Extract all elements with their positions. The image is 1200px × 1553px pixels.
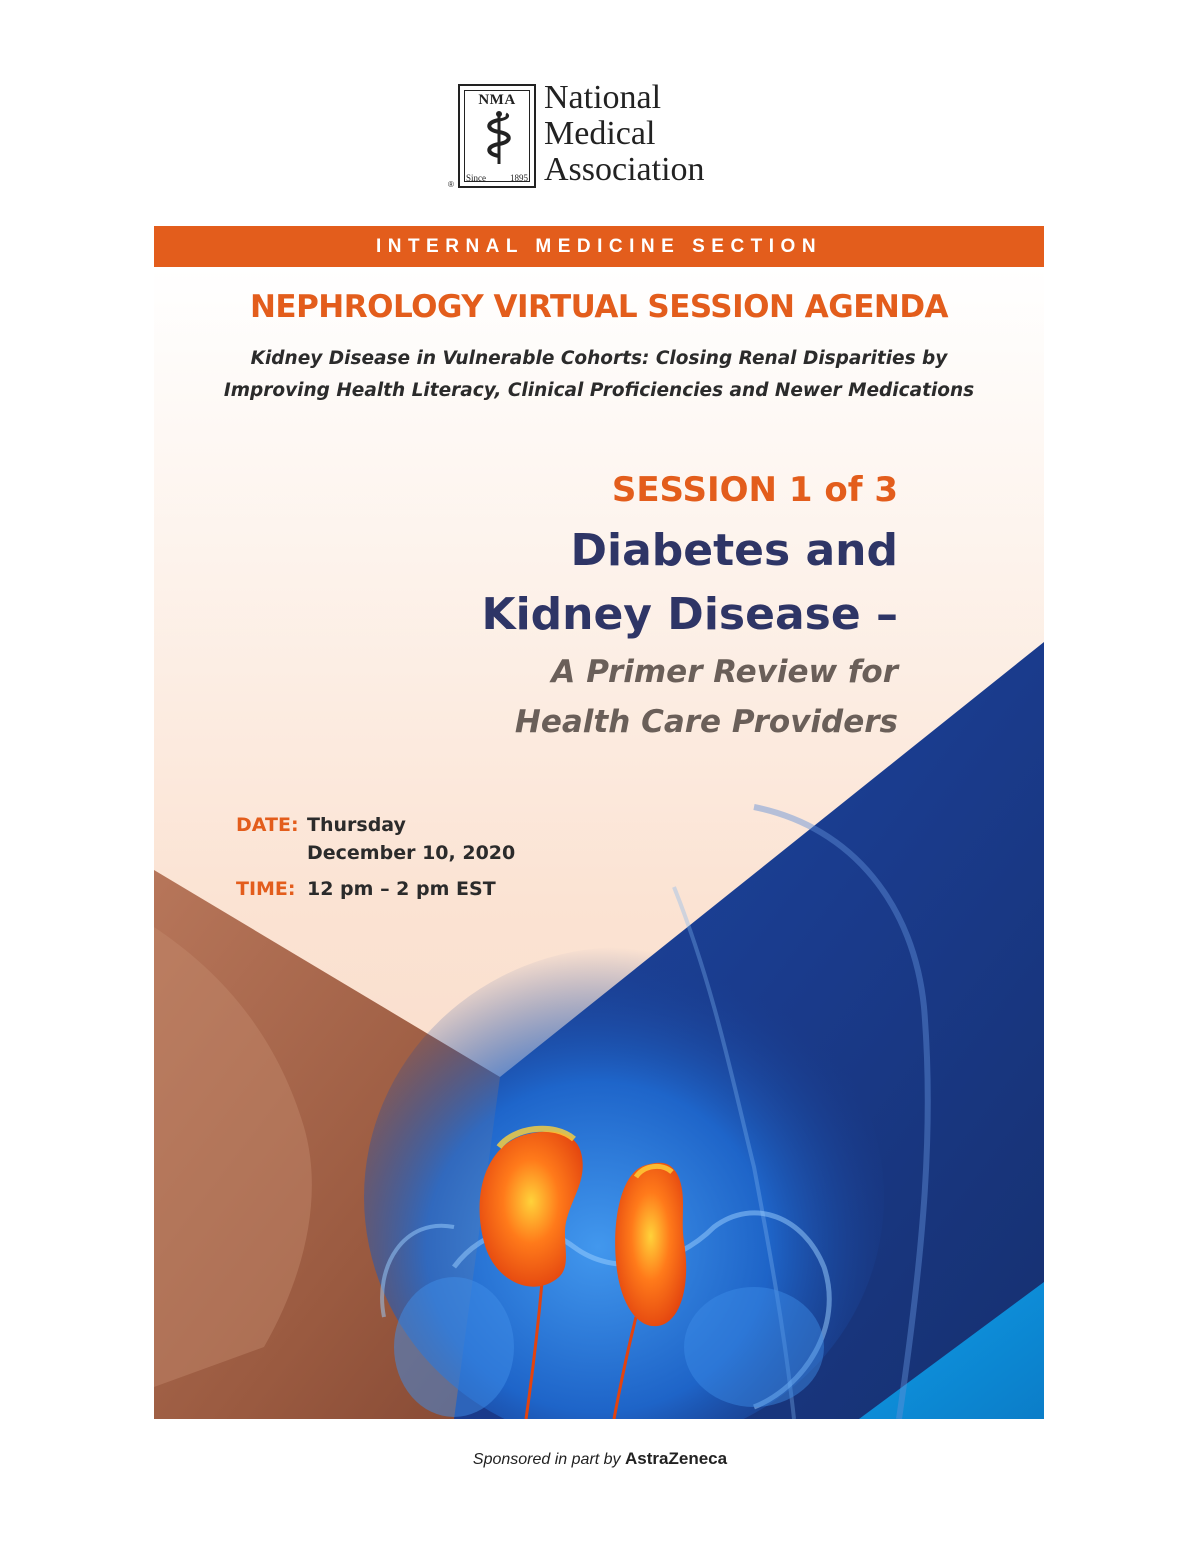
- logo-name-line-1: National: [544, 79, 662, 116]
- kidney-right-icon: [615, 1163, 686, 1326]
- agenda-subtitle-line-2: Improving Health Literacy, Clinical Proficiencies and Newer Medications: [223, 380, 975, 401]
- agenda-title: NEPHROLOGY VIRTUAL SESSION AGENDA: [249, 289, 949, 325]
- session-block: [481, 465, 898, 747]
- nma-logo: [448, 80, 768, 200]
- caduceus-icon: [476, 110, 522, 166]
- date-row: [236, 811, 515, 867]
- agenda-subtitle: [154, 343, 1044, 407]
- nma-emblem: [458, 84, 536, 188]
- session-title-line-2: Kidney Disease –: [481, 589, 898, 640]
- hero-card: [154, 267, 1044, 1419]
- date-value-line-1: Thursday: [307, 814, 406, 836]
- sponsor-name: AstraZeneca: [625, 1449, 728, 1468]
- session-title: [481, 519, 898, 647]
- logo-name-line-2: Medical: [544, 115, 656, 152]
- agenda-subtitle-line-1: Kidney Disease in Vulnerable Cohorts: Closing Renal Disparities by: [250, 348, 948, 369]
- date-value-line-2: December 10, 2020: [307, 842, 516, 864]
- session-details: [236, 811, 515, 903]
- time-value: 12 pm – 2 pm EST: [307, 878, 496, 900]
- session-subtitle: [481, 647, 898, 747]
- session-label: SESSION 1 of 3: [611, 470, 898, 510]
- time-row: [236, 875, 515, 903]
- session-subtitle-line-1: A Primer Review for: [551, 654, 898, 690]
- logo-since-year: 1895: [510, 173, 528, 183]
- logo-name-line-3: Association: [544, 151, 705, 188]
- session-subtitle-line-2: Health Care Providers: [514, 704, 898, 740]
- section-banner: INTERNAL MEDICINE SECTION: [154, 226, 1044, 267]
- logo-abbreviation: NMA: [478, 92, 516, 108]
- registered-mark: ®: [448, 180, 454, 189]
- session-title-line-1: Diabetes and: [570, 525, 898, 576]
- logo-since-label: Since: [466, 173, 486, 183]
- time-label: TIME:: [236, 878, 296, 900]
- logo-wordmark: [544, 80, 705, 188]
- date-value: [307, 811, 515, 867]
- date-label: DATE:: [236, 814, 299, 836]
- sponsor-footer: [0, 1449, 1200, 1469]
- sponsor-prefix: Sponsored in part by: [472, 1451, 621, 1468]
